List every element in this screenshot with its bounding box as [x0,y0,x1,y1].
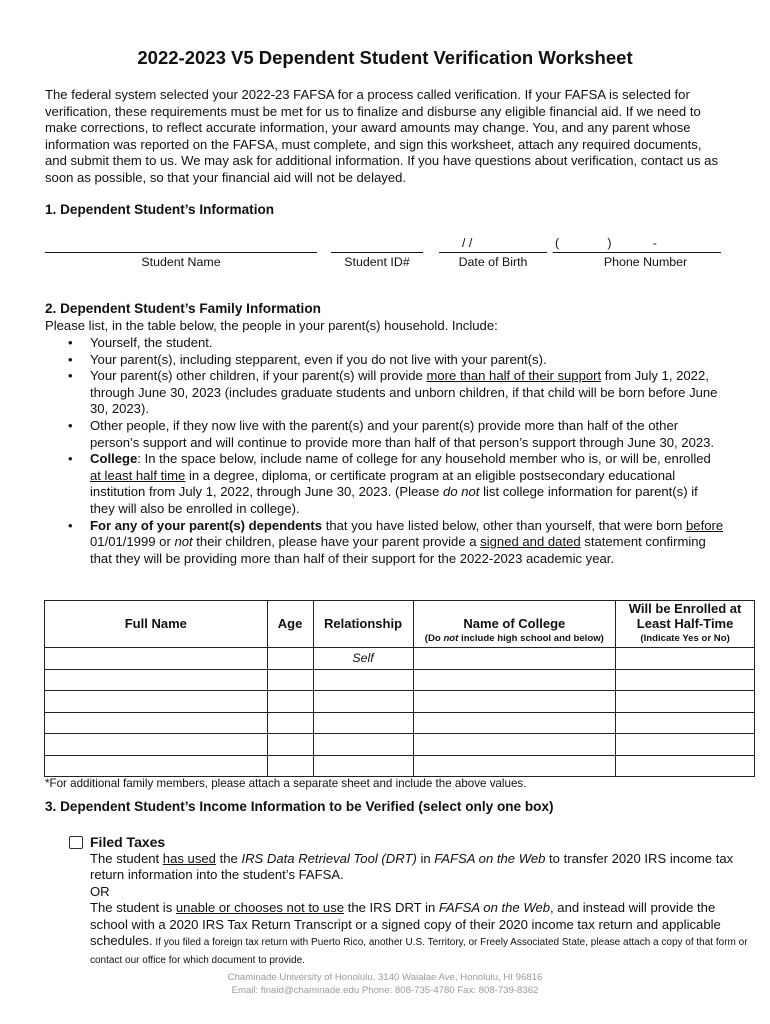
cell-college[interactable] [413,648,616,670]
table-row [45,712,755,734]
list-item: • Your parent(s) other children, if your parent(s) will provide more than half of their support from July 1, 2022, through June 30, 2023 (includes graduate students and unborn children, if that child will be born before June 30, 2023). [45,368,725,418]
table-row [45,755,755,777]
section1-heading: 1. Dependent Student’s Information [45,202,275,217]
phone-line[interactable] [553,252,721,253]
footer-contact: Email: finaid@chaminade.edu Phone: 808-735-4780 Fax: 808-739-8362 [231,984,539,996]
list-item: • Yourself, the student. [45,335,725,352]
cell-age[interactable] [267,648,313,670]
student-name-line[interactable] [45,252,317,253]
intro-paragraph: The federal system selected your 2022-23 FAFSA for a process called verification. If your FAFSA is selected for verification, these requirements must be met for us to finalize and disburse any eligible financial aid. If we need to make corrections, to reflect accurate information, your award amounts may change. You, and any parent whose information was reported on the FAFSA, must complete, and sign this worksheet, attach any required documents, and submit them to us. We may ask for additional information. If you have questions about verification, contact us as soon as possible, so that your financial aid will not be delayed. [45,87,718,185]
cell-college[interactable] [413,755,616,777]
header-college: Name of College (Do not include high school and below) [413,601,616,648]
table-row [45,669,755,691]
filed-taxes-title: Filed Taxes [90,834,166,850]
cell-age[interactable] [267,669,313,691]
list-item: • College: In the space below, include name of college for any household member who is, or will be, enrolled at least half time in a degree, diploma, or certificate program at an eligible postsecondary educational institution from July 1, 2022, through June 30, 2023. (Please do not list college information for parent(s) if they will also be enrolled in college). [45,451,725,517]
page-title: 2022-2023 V5 Dependent Student Verification Worksheet [137,47,633,68]
cell-relationship[interactable] [313,755,413,777]
dob-placeholder: / / [462,236,473,250]
section2-intro: Please list, in the table below, the people in your parent(s) household. Include: [45,318,498,333]
cell-relationship[interactable] [313,712,413,734]
cell-relationship: Self [313,648,413,670]
cell-college[interactable] [413,691,616,713]
cell-relationship[interactable] [313,669,413,691]
cell-college[interactable] [413,734,616,756]
cell-enrolled[interactable] [616,648,755,670]
cell-full-name[interactable] [45,755,268,777]
filed-taxes-checkbox[interactable] [69,836,83,849]
family-table [44,600,755,777]
student-id-label: Student ID# [344,255,410,269]
cell-age[interactable] [267,712,313,734]
page-footer [45,972,725,997]
table-row [45,691,755,713]
table-row [45,734,755,756]
cell-relationship[interactable] [313,734,413,756]
cell-full-name[interactable] [45,734,268,756]
cell-age[interactable] [267,691,313,713]
cell-full-name[interactable] [45,669,268,691]
dob-line[interactable] [439,252,547,253]
table-header-row [45,601,755,648]
section3-heading: 3. Dependent Student’s Income Information to be Verified (select only one box) [45,799,554,814]
student-id-line[interactable] [331,252,423,253]
list-item: • Other people, if they now live with the parent(s) and your parent(s) provide more than half of the other person’s support and will continue to provide more than half of that person’s support through June 30, 2023. [45,418,725,451]
cell-enrolled[interactable] [616,691,755,713]
cell-full-name[interactable] [45,691,268,713]
cell-age[interactable] [267,755,313,777]
cell-college[interactable] [413,712,616,734]
dob-label: Date of Birth [458,255,528,269]
header-age: Age [267,601,313,648]
table-row [45,648,755,670]
cell-full-name[interactable] [45,648,268,670]
list-item: • For any of your parent(s) dependents that you have listed below, other than yourself, that were born before 01/01/1999 or not their children, please have your parent provide a signed and dated statement confirming that they will be providing more than half of their support for the 2022-2023 academic year. [45,518,725,568]
phone-label: Phone Number [603,255,688,269]
household-bullet-list [45,335,725,567]
cell-enrolled[interactable] [616,712,755,734]
header-relationship: Relationship [313,601,413,648]
cell-enrolled[interactable] [616,755,755,777]
header-enrolled: Will be Enrolled at Least Half-Time (Indicate Yes or No) [616,601,755,648]
cell-full-name[interactable] [45,712,268,734]
phone-placeholder: ( ) - [555,236,657,250]
student-name-label: Student Name [141,255,221,269]
section2-heading: 2. Dependent Student’s Family Information [45,301,321,316]
cell-enrolled[interactable] [616,669,755,691]
header-full-name: Full Name [45,601,268,648]
cell-age[interactable] [267,734,313,756]
cell-college[interactable] [413,669,616,691]
footer-address: Chaminade University of Honolulu, 3140 Waialae Ave, Honolulu, HI 96816 [227,972,543,983]
cell-enrolled[interactable] [616,734,755,756]
cell-relationship[interactable] [313,691,413,713]
filed-taxes-description: The student has used the IRS Data Retrieval Tool (DRT) in FAFSA on the Web to transfer 2020 IRS income tax return information into the student’s FAFSA. OR The student is unable or chooses not to use the IRS DRT in FAFSA on the Web, and instead will provide the school with a 2020 IRS Tax Return Transcript or a signed copy of their 2020 income tax return and applicable schedules. If you filed a foreign tax return with Puerto Rico, another U.S. Territory, or Freely Associated State, please attach a copy of that form or contact our office for which document to provide. [90,851,748,967]
additional-members-note: *For additional family members, please attach a separate sheet and include the above values. [45,777,527,790]
list-item: • Your parent(s), including stepparent, even if you do not live with your parent(s). [45,352,725,369]
